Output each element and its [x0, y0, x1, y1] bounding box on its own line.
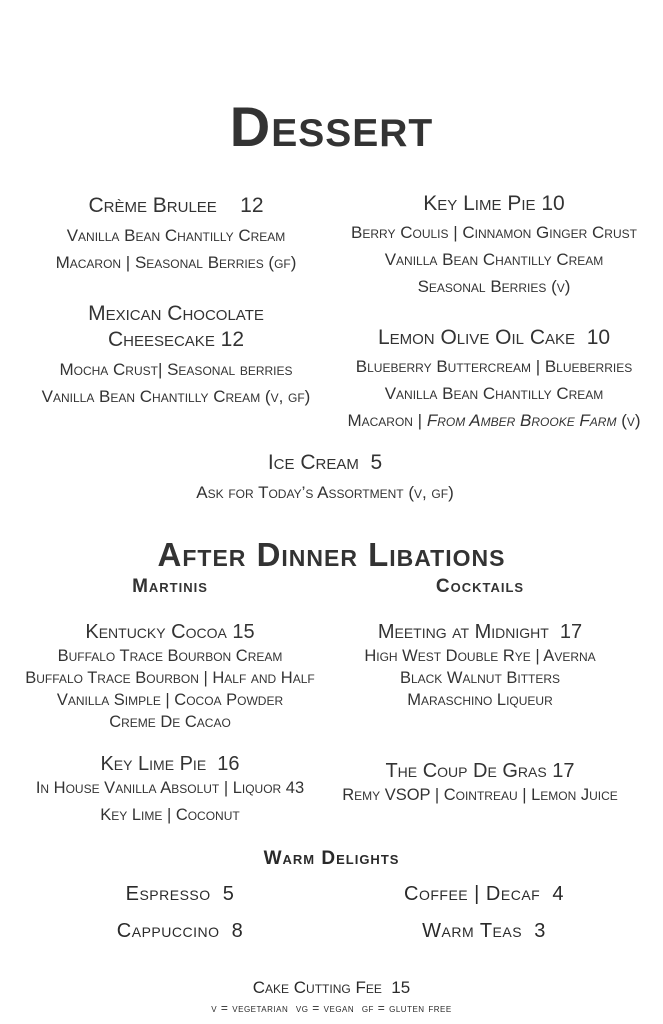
- libations-title: After Dinner Libations: [157, 536, 506, 573]
- item-desc: Creme De Cacao: [109, 713, 231, 731]
- item-name: Coffee | Decaf: [404, 883, 541, 905]
- item-name: The Coup De Gras: [385, 760, 547, 782]
- item-name: Kentucky Cocoa: [85, 621, 227, 643]
- item-price: 15: [232, 621, 255, 643]
- martinis-heading: Martinis: [132, 576, 208, 597]
- item-price: 17: [559, 621, 583, 643]
- item-price: 12: [240, 194, 264, 217]
- item-desc: Vanilla Bean Chantilly Cream: [384, 384, 604, 403]
- item-price: 17: [552, 760, 575, 782]
- cake-cutting-fee: [0, 978, 663, 998]
- item-price: 10: [541, 192, 565, 215]
- item-name: Cappuccino: [116, 920, 220, 942]
- dessert-creme-brulee-title: [26, 194, 326, 218]
- dessert-ice-cream-title: [0, 451, 650, 475]
- fee-label: Cake Cutting Fee: [252, 978, 382, 997]
- drink-key-lime-title: [20, 753, 320, 776]
- drink-coup-de-gras-title: [330, 760, 630, 783]
- item-desc-last: [330, 407, 658, 434]
- warm-espresso: [30, 883, 330, 906]
- item-price: 16: [217, 753, 240, 775]
- item-desc: Vanilla Bean Chantilly Cream: [384, 250, 604, 269]
- dessert-key-lime-title: [344, 192, 644, 216]
- dessert-mexican-chocolate-title-1: Mexican Chocolate: [88, 302, 264, 325]
- item-desc: Seasonal Berries (v): [417, 277, 571, 296]
- fee-price: 15: [391, 978, 411, 997]
- item-name: Espresso: [125, 883, 211, 905]
- item-desc: Buffalo Trace Bourbon | Half and Half: [25, 669, 315, 687]
- item-name: Warm Teas: [422, 920, 523, 942]
- dessert-lemon-olive-title: [344, 326, 644, 350]
- item-desc: Berry Coulis | Cinnamon Ginger Crust: [351, 223, 637, 242]
- item-desc: Vanilla Simple | Cocoa Powder: [56, 691, 284, 709]
- drink-kentucky-cocoa-title: [20, 621, 320, 644]
- warm-teas: [334, 920, 634, 943]
- item-price: 12: [220, 328, 245, 351]
- item-desc: Buffalo Trace Bourbon Cream: [57, 647, 283, 665]
- item-desc: In House Vanilla Absolut | Liquor 43: [35, 779, 305, 797]
- warm-coffee: [334, 883, 634, 906]
- item-price: 10: [586, 326, 611, 349]
- item-name: Cheesecake: [107, 328, 215, 351]
- item-desc: Maraschino Liqueur: [407, 691, 553, 709]
- drink-meeting-midnight-title: [330, 621, 630, 644]
- item-desc: Macaron | Seasonal Berries (gf): [55, 253, 297, 272]
- item-name: Meeting at Midnight: [377, 621, 549, 643]
- item-name: Key Lime Pie: [100, 753, 207, 775]
- item-name: Lemon Olive Oil Cake: [377, 326, 576, 349]
- item-price: 5: [370, 451, 383, 474]
- item-desc-farm: From Amber Brooke Farm: [426, 411, 617, 430]
- item-name: Ice Cream: [267, 451, 359, 474]
- item-desc: Mocha Crust| Seasonal berries: [59, 360, 293, 379]
- item-price: 4: [552, 883, 564, 905]
- item-desc: Ask for Today’s Assortment (v, gf): [196, 483, 454, 502]
- item-desc: Key Lime | Coconut: [100, 806, 240, 824]
- item-price: 5: [222, 883, 235, 905]
- item-price: 8: [231, 920, 244, 942]
- cocktails-heading: Cocktails: [435, 576, 525, 597]
- diet-legend: v = vegetarian vg = vegan gf = gluten free: [211, 1001, 452, 1015]
- item-name: Key Lime Pie: [423, 192, 536, 215]
- item-name: Crème Brulee: [88, 194, 217, 217]
- warm-delights-heading: Warm Delights: [263, 848, 400, 869]
- item-desc: Remy VSOP | Cointreau | Lemon Juice: [342, 786, 618, 804]
- page-title: Dessert: [229, 95, 434, 158]
- item-price: 3: [534, 920, 546, 942]
- warm-cappuccino: [30, 920, 330, 943]
- item-desc: Black Walnut Bitters: [399, 669, 561, 687]
- item-desc-prefix: Macaron |: [347, 411, 427, 430]
- item-desc-suffix: (v): [616, 411, 641, 430]
- item-desc: High West Double Rye | Averna: [364, 647, 596, 665]
- item-desc: Vanilla Bean Chantilly Cream (v, gf): [41, 387, 311, 406]
- dessert-mexican-chocolate-title-2: [26, 328, 326, 352]
- item-desc: Vanilla Bean Chantilly Cream: [66, 226, 286, 245]
- item-desc: Blueberry Buttercream | Blueberries: [355, 357, 633, 376]
